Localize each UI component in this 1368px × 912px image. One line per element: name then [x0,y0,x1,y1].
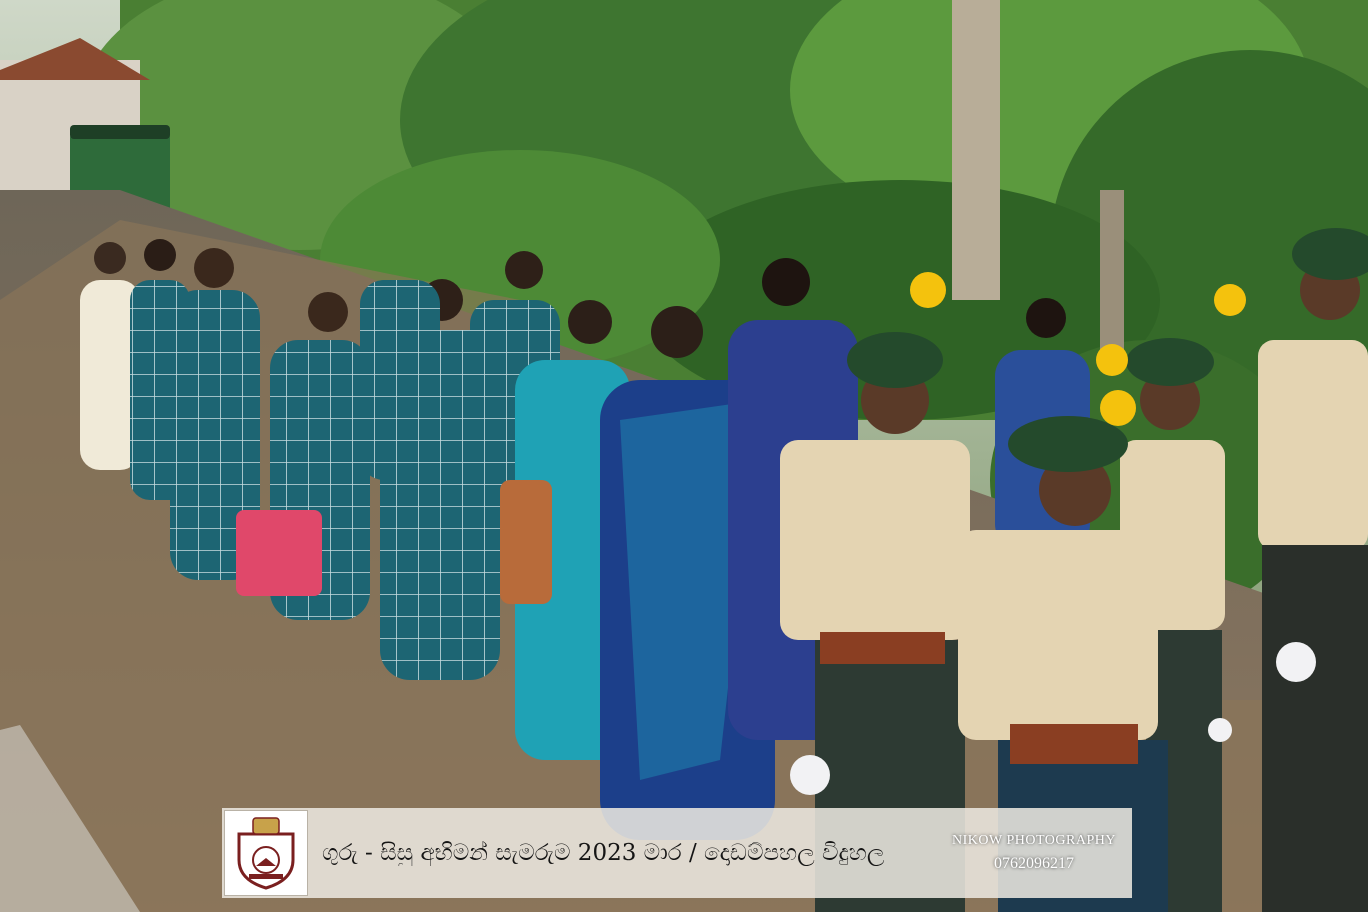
pink-bag [236,510,322,596]
tree-trunk [952,0,1000,300]
photographer-name: NIKOW PHOTOGRAPHY [952,833,1116,848]
event-caption: ගුරු - සිසු අභිමන් සැමරුම 2023 මාර / දොඩම්පහල විදුහල [322,840,885,866]
caption-bar [222,808,1132,898]
school-crest-icon [224,810,308,896]
fence-post [1100,190,1124,350]
photo-credit [936,833,1132,873]
photographer-phone: 0762096217 [994,855,1074,872]
